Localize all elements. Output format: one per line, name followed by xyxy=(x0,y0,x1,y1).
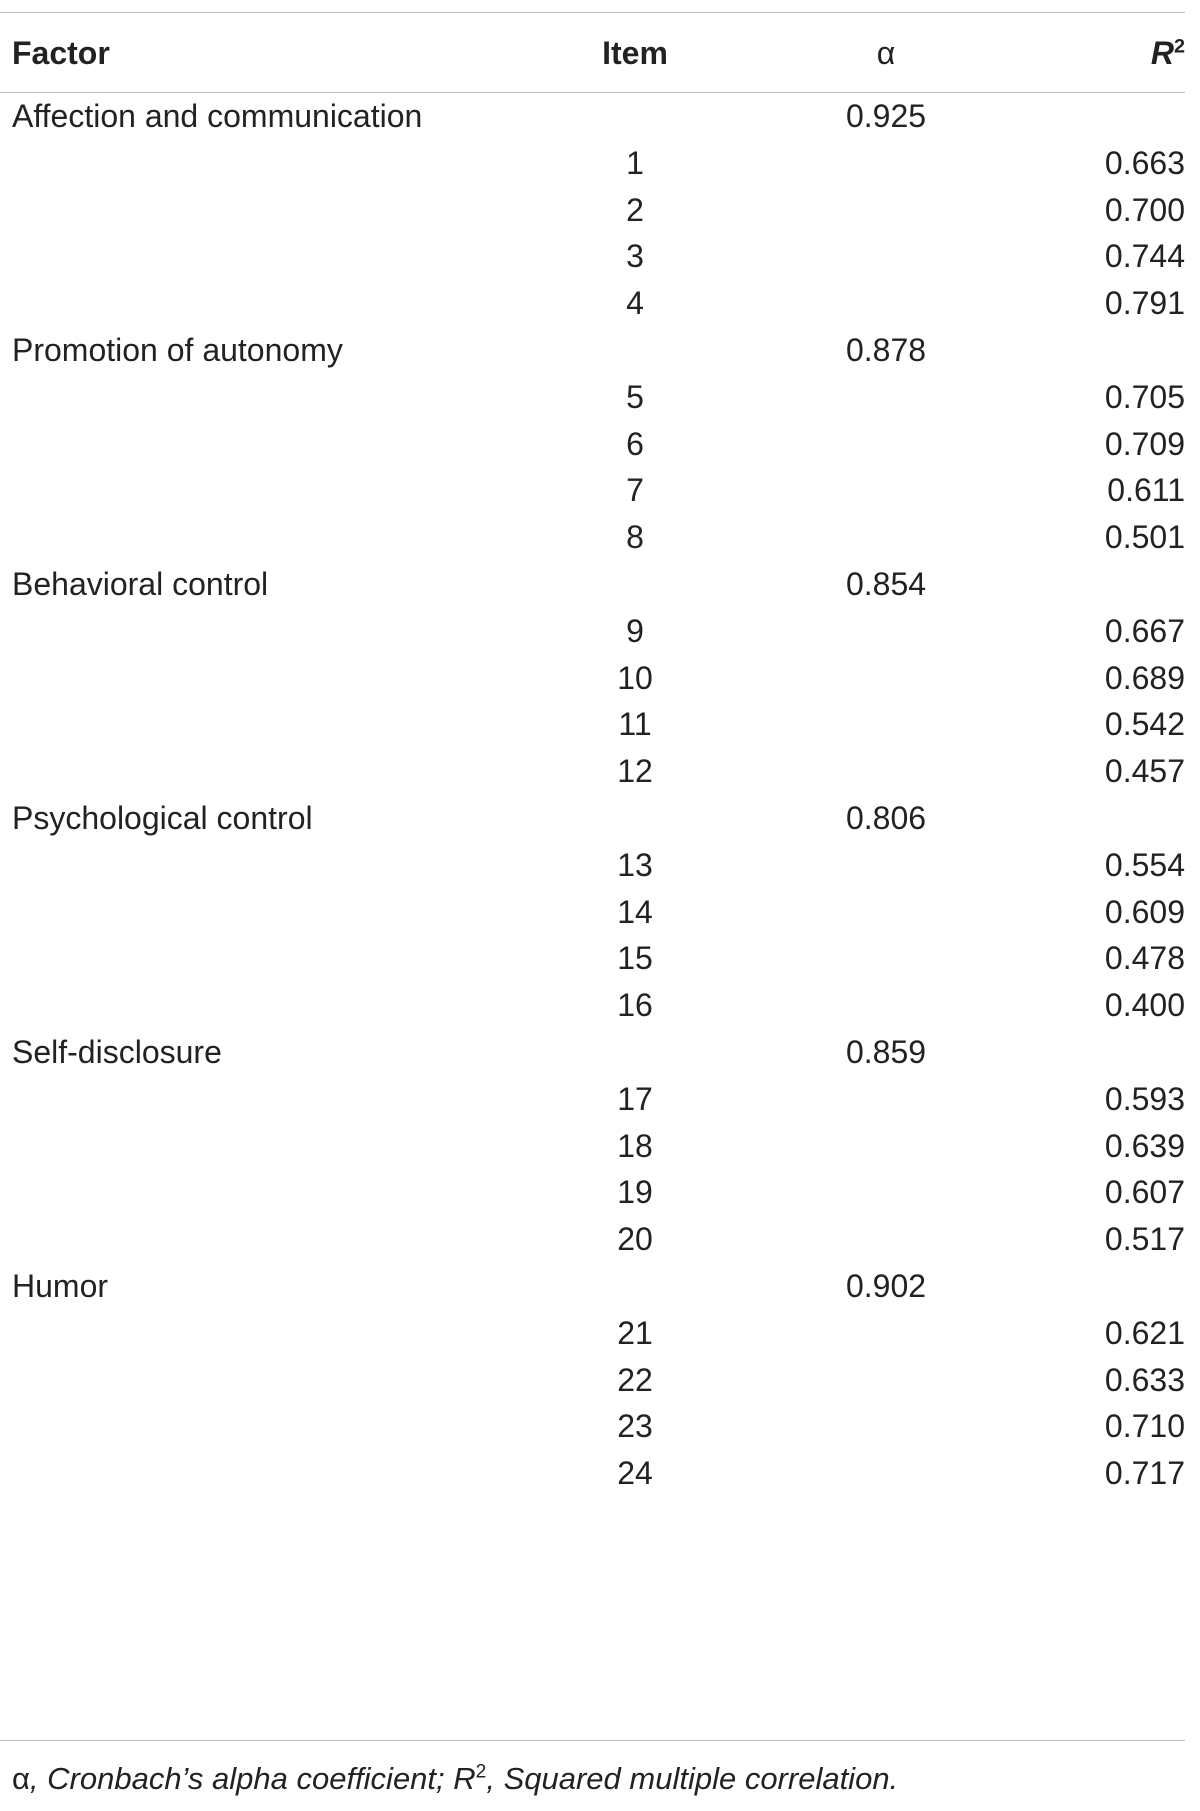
cell-item: 21 xyxy=(617,1314,653,1351)
header-item: Item xyxy=(602,35,668,71)
cell-r-squared: 0.621 xyxy=(1104,1314,1185,1351)
cell-item: 10 xyxy=(617,659,653,696)
cell-item: 14 xyxy=(617,893,653,930)
cell-r-squared: 0.791 xyxy=(1104,285,1185,322)
cell-r-squared: 0.554 xyxy=(1104,846,1185,883)
header-r-superscript: 2 xyxy=(1173,35,1185,58)
cell-r-squared: 0.710 xyxy=(1104,1408,1185,1445)
cell-r-squared: 0.457 xyxy=(1104,753,1185,790)
cell-item: 9 xyxy=(626,612,644,649)
cell-item: 12 xyxy=(617,753,653,790)
cell-r-squared: 0.709 xyxy=(1104,425,1185,462)
cell-factor: Psychological control xyxy=(12,800,313,836)
cell-r-squared: 0.663 xyxy=(1104,144,1185,181)
cell-r-squared: 0.609 xyxy=(1104,893,1185,930)
cell-r-squared: 0.633 xyxy=(1104,1361,1185,1398)
header-r-squared xyxy=(1000,26,1185,80)
cell-item: 16 xyxy=(617,987,653,1024)
cell-item: 15 xyxy=(617,940,653,977)
table-header-row xyxy=(0,26,1200,80)
cell-item: 24 xyxy=(617,1455,653,1492)
cell-item: 1 xyxy=(626,144,644,181)
cell-item: 19 xyxy=(617,1174,653,1211)
cell-item: 18 xyxy=(617,1127,653,1164)
cell-alpha: 0.925 xyxy=(845,98,927,134)
cell-r-squared: 0.705 xyxy=(1104,378,1185,415)
table-bottom-rule xyxy=(0,1740,1185,1741)
cell-item: 22 xyxy=(617,1361,653,1398)
cell-r-squared: 0.400 xyxy=(1104,987,1185,1024)
table-footnote xyxy=(12,1752,898,1806)
cell-r-squared: 0.593 xyxy=(1104,1080,1185,1117)
cell-alpha: 0.902 xyxy=(845,1268,927,1304)
cell-r-squared: 0.639 xyxy=(1104,1127,1185,1164)
cell-r-squared: 0.501 xyxy=(1104,519,1185,556)
cell-alpha: 0.859 xyxy=(845,1034,927,1070)
cell-r-squared: 0.542 xyxy=(1104,706,1185,743)
cell-item: 6 xyxy=(626,425,644,462)
footnote-alpha-text: , Cronbach’s alpha coefficient; xyxy=(29,1761,454,1796)
cell-item: 23 xyxy=(617,1408,653,1445)
footnote-r2-text: , Squared multiple correlation. xyxy=(486,1761,899,1796)
cell-factor: Behavioral control xyxy=(12,566,269,602)
table-row xyxy=(0,1446,1200,1500)
header-factor: Factor xyxy=(12,35,110,71)
cell-item: 2 xyxy=(626,191,644,228)
cell-r-squared: 0.744 xyxy=(1104,238,1185,275)
footnote-r-letter: R xyxy=(453,1761,476,1796)
cell-r-squared: 0.700 xyxy=(1104,191,1185,228)
cell-r-squared: 0.607 xyxy=(1104,1174,1185,1211)
cell-factor: Affection and communication xyxy=(12,98,423,134)
cell-item: 11 xyxy=(618,706,652,743)
cell-alpha: 0.806 xyxy=(845,800,927,836)
header-alpha: α xyxy=(876,35,896,71)
cell-alpha: 0.878 xyxy=(845,332,927,368)
header-r-letter: R xyxy=(1150,35,1174,71)
cell-item: 5 xyxy=(626,378,644,415)
cell-r-squared: 0.689 xyxy=(1104,659,1185,696)
cell-alpha: 0.854 xyxy=(845,566,927,602)
cell-factor: Humor xyxy=(12,1268,109,1304)
cell-factor: Promotion of autonomy xyxy=(12,332,343,368)
cell-item: 8 xyxy=(626,519,644,556)
cell-r-squared: 0.667 xyxy=(1104,612,1185,649)
cell-item: 13 xyxy=(617,846,653,883)
cell-r-squared: 0.478 xyxy=(1104,940,1185,977)
cell-item: 20 xyxy=(617,1221,653,1258)
cell-item: 17 xyxy=(617,1080,653,1117)
cell-r-squared: 0.517 xyxy=(1104,1221,1185,1258)
table-top-rule xyxy=(0,12,1185,13)
cell-item: 7 xyxy=(626,472,644,509)
cell-item: 4 xyxy=(626,285,644,322)
cell-r-squared: 0.611 xyxy=(1107,472,1185,509)
cell-factor: Self-disclosure xyxy=(12,1034,222,1070)
cell-r-squared: 0.717 xyxy=(1104,1455,1185,1492)
footnote-alpha-symbol: α xyxy=(12,1761,30,1796)
cell-item: 3 xyxy=(626,238,644,275)
footnote-r-superscript: 2 xyxy=(475,1761,487,1783)
